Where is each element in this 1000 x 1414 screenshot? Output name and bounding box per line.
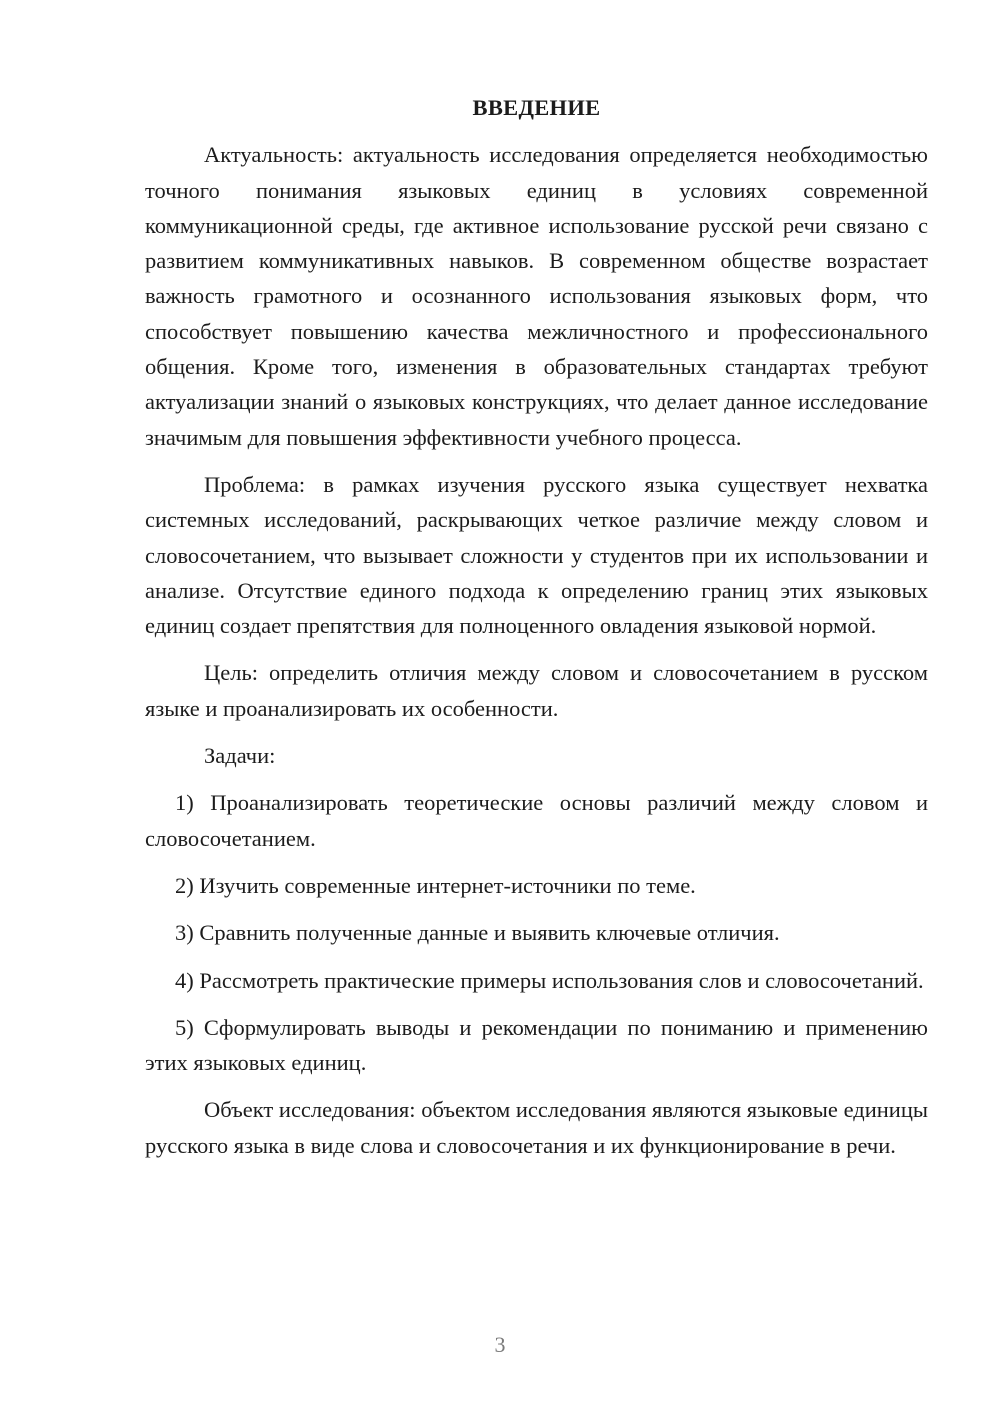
task-item: 4) Рассмотреть практические примеры использования слов и словосочетаний. xyxy=(175,967,924,993)
task-item: 1) Проанализировать теоретические основы различий между словом и словосочетанием. xyxy=(145,790,928,851)
page-content xyxy=(145,90,928,1175)
page-number: 3 xyxy=(494,1332,506,1357)
task-item: 3) Сравнить полученные данные и выявить ключевые отличия. xyxy=(175,920,780,946)
tasks-heading: Задачи: xyxy=(204,743,276,769)
goal-paragraph: Цель: определить отличия между словом и словосочетанием в русском языке и проанализировать их особенности. xyxy=(145,660,928,721)
section-title: ВВЕДЕНИЕ xyxy=(472,95,601,120)
task-item: 2) Изучить современные интернет-источники по теме. xyxy=(175,872,696,898)
problem-paragraph: Проблема: в рамках изучения русского языка существует нехватка системных исследований, раскрывающих четкое различие между словом и словосочетанием, что вызывает сложности у студентов при их использовании и анализе. Отсутствие единого подхода к определению границ этих языковых единиц создает препятствия для полноценного овладения языковой нормой. xyxy=(145,471,928,639)
relevance-paragraph: Актуальность: актуальность исследования определяется необходимостью точного понимания языковых единиц в условиях современной коммуникационной среды, где активное использование русской речи связано с развитием коммуникативных навыков. В современном обществе возрастает важность грамотного и осознанного использования языковых форм, что способствует повышению качества межличностного и профессионального общения. Кроме того, изменения в образовательных стандартах требуют актуализации знаний о языковых конструкциях, что делает данное исследование значимым для повышения эффективности учебного процесса. xyxy=(145,142,928,450)
task-item: 5) Сформулировать выводы и рекомендации по пониманию и применению этих языковых единиц. xyxy=(145,1014,928,1076)
object-paragraph: Объект исследования: объектом исследования являются языковые единицы русского языка в виде слова и словосочетания и их функционирование в речи. xyxy=(145,1097,928,1158)
